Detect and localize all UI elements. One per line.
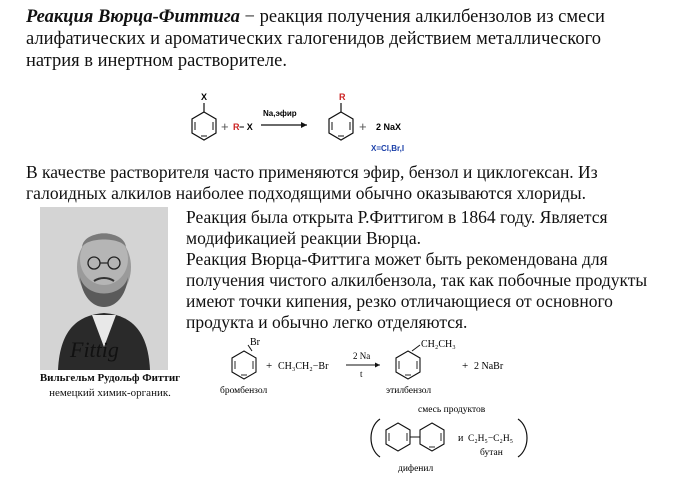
- halogen-note: X=Cl,Br,I: [371, 144, 405, 153]
- halide-part: − X: [239, 122, 253, 132]
- label-biphenyl: дифенил: [398, 464, 434, 474]
- intro-paragraph: [26, 6, 646, 72]
- signature: Fittig: [70, 337, 119, 362]
- reaction-conditions: Na,эфир: [263, 109, 297, 118]
- portrait-photo: [40, 207, 168, 370]
- label-mixture: смесь продуктов: [418, 405, 486, 415]
- sodium-bromide: 2 NaBr: [474, 361, 504, 372]
- label-butane: бутан: [480, 448, 503, 458]
- arrow-temperature: t: [360, 369, 363, 379]
- application-paragraph: Реакция Вюрца-Фиттига может быть рекомендована для получения чистого алкилбензола, так как побочные продукты имеют точки кипения, резко отличающиеся от основного продукта и обычно легко отделяются.: [186, 249, 648, 332]
- solvent-paragraph: В качестве растворителя часто применяются эфир, бензол и циклогексан. Из галоидных алкилов наиболее подходящими обычно оказываются хлориды.: [26, 162, 598, 203]
- discovery-paragraph: Реакция была открыта Р.Фиттигом в 1864 году. Является модификацией реакции Вюрца.: [186, 207, 608, 248]
- and-word: и: [458, 433, 464, 444]
- ethyl-bromide: CH₃CH₂−Br: [278, 361, 329, 372]
- plus-sign-4: +: [462, 360, 469, 372]
- portrait-caption-role: немецкий химик-органик.: [49, 387, 171, 399]
- biphenyl-ring-1: [386, 423, 410, 451]
- bromine-label: Br: [250, 337, 260, 348]
- plus-sign-3: +: [266, 360, 273, 372]
- byproduct-nax: 2 NaX: [376, 122, 402, 132]
- substituent-x: X: [201, 92, 208, 102]
- ethyl-group: CH₂CH₃: [421, 339, 456, 350]
- r-group-reagent: R: [233, 122, 240, 132]
- label-ethylbenzene: этилбензол: [386, 386, 432, 396]
- label-bromobenzene: бромбензол: [220, 386, 268, 396]
- general-reaction-scheme: [175, 88, 475, 156]
- reaction-term: Реакция Вюрца-Фиттига: [26, 7, 240, 27]
- plus-sign-2: +: [359, 119, 367, 134]
- portrait-caption-name: Вильгельм Рудольф Фиттиг: [39, 372, 181, 384]
- r-group-product: R: [339, 92, 346, 102]
- plus-sign-1: +: [221, 119, 229, 134]
- butane-formula: C₂H₅−C₂H₅: [468, 434, 513, 444]
- arrow-reagent: 2 Na: [353, 351, 371, 361]
- intro-text: − реакция получения алкилбензолов из смеси алифатических и ароматических галогенидов действием металлического натрия в инертном растворителе.: [26, 7, 605, 71]
- bromobenzene-reaction-scheme: [190, 335, 530, 495]
